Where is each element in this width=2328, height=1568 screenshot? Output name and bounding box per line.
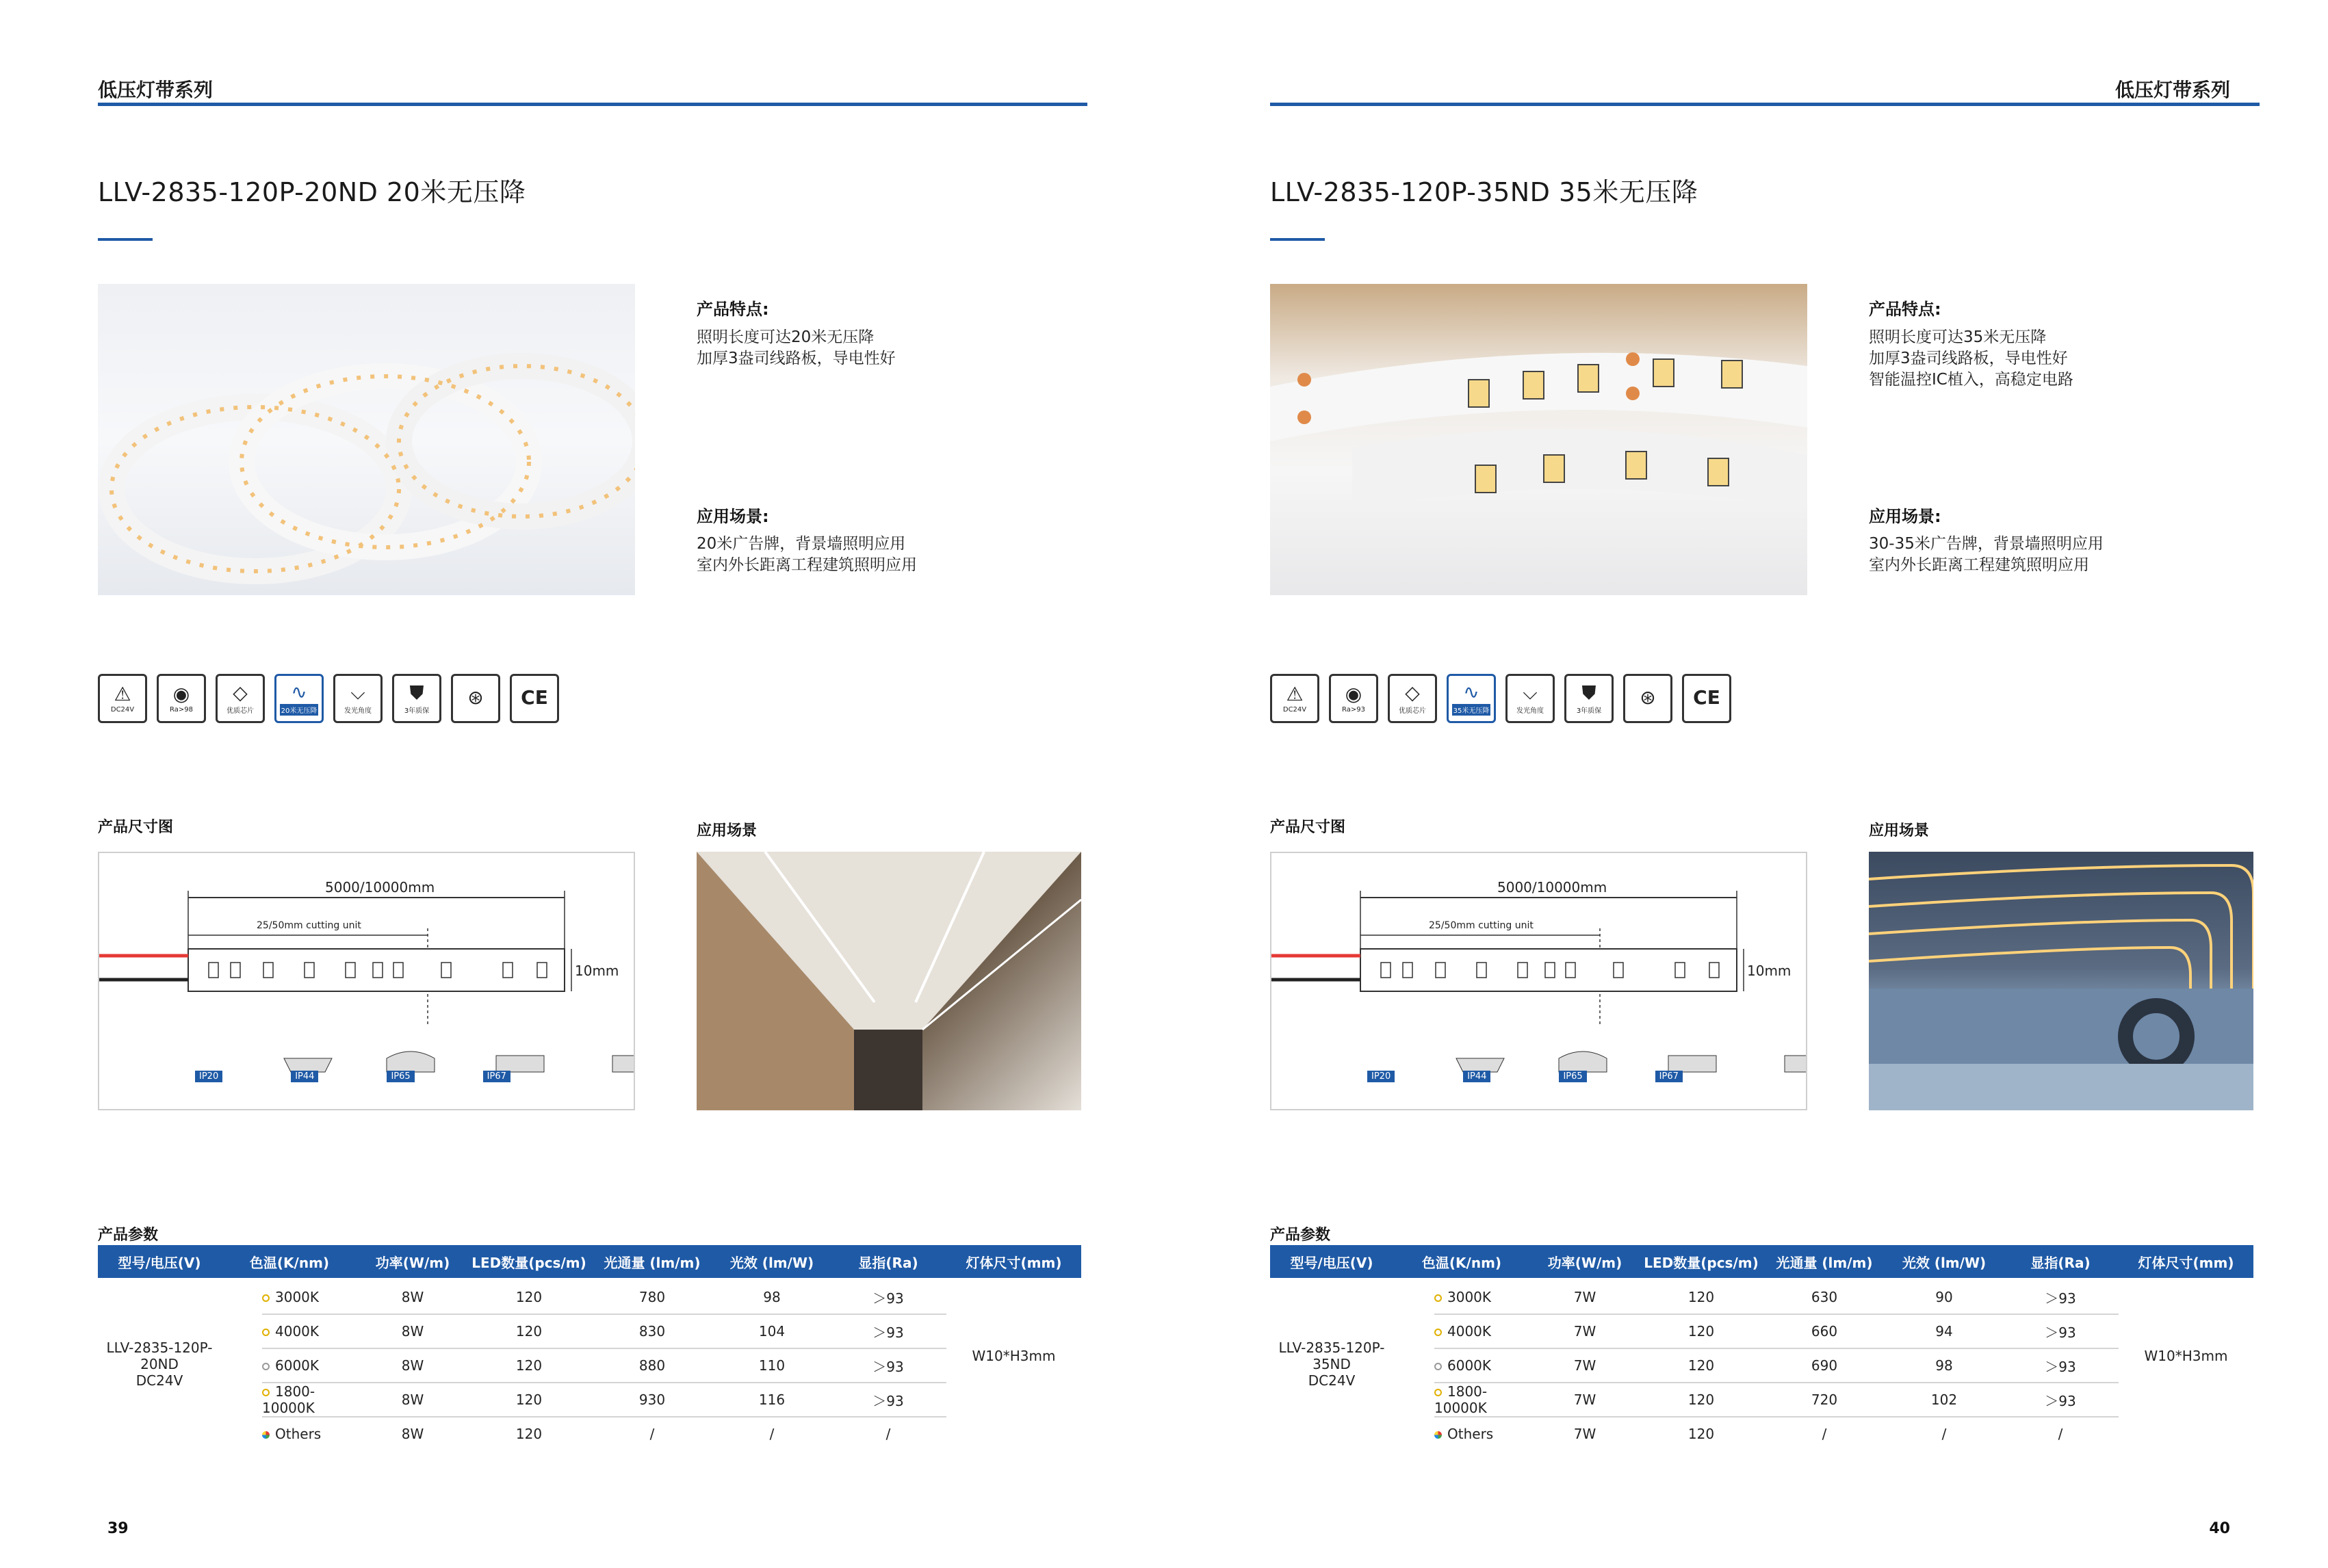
ce-icon: CE <box>1682 674 1731 723</box>
power-value: 7W <box>1573 1426 1596 1442</box>
size-cell: W10*H3mm <box>972 1348 1056 1364</box>
table-row <box>262 1383 946 1417</box>
catalog-page-right <box>1164 0 2328 1568</box>
cutting-unit-label: 25/50mm cutting unit <box>257 920 361 931</box>
model-voltage: DC24V <box>1308 1372 1356 1389</box>
iso-icon: ⊛ <box>1623 674 1672 723</box>
led-strip-closeup-illustration <box>1270 284 1807 595</box>
ip-rating-badge: IP67 <box>1655 1071 1683 1082</box>
parameters-heading: 产品参数 <box>1270 1227 1331 1244</box>
table-row <box>262 1315 946 1349</box>
led-count-value: 120 <box>1687 1391 1715 1408</box>
flux-value: 880 <box>638 1357 666 1374</box>
cri-value: ＞93 <box>2045 1358 2076 1375</box>
efficacy-value: / <box>769 1426 775 1442</box>
dimension-drawing <box>1270 852 1807 1110</box>
efficacy-value: 90 <box>1935 1289 1953 1305</box>
cct-value: 3000K <box>1447 1289 1492 1305</box>
table-header <box>1270 1245 2253 1278</box>
efficacy-value: 98 <box>1935 1357 1953 1374</box>
cct-value: Others <box>1447 1426 1494 1442</box>
cutting-unit-label: 25/50mm cutting unit <box>1429 920 1534 931</box>
applications-list <box>697 534 917 576</box>
flux-value: 780 <box>638 1289 666 1305</box>
application-item: 20米广告牌，背景墙照明应用 <box>697 535 906 553</box>
flux-value: 720 <box>1811 1391 1838 1408</box>
ip-rating-badge: IP20 <box>1367 1071 1395 1082</box>
product-title: LLV-2835-120P-35ND 35米无压降 <box>1270 177 1698 207</box>
cct-value: Others <box>275 1426 322 1442</box>
efficacy-value: 116 <box>758 1391 786 1408</box>
flux-value: / <box>1822 1426 1827 1442</box>
power-value: 7W <box>1573 1391 1596 1408</box>
dc24v-icon: ⚠ DC24V <box>98 674 147 723</box>
corridor-illustration <box>697 852 1081 1110</box>
table-header-cell: 显指(Ra) <box>858 1254 918 1271</box>
ip-rating-row <box>1367 1071 1683 1082</box>
warm-light-dot-icon <box>262 1389 270 1396</box>
ip-rating-badge: IP65 <box>387 1071 414 1082</box>
header-rule <box>1270 103 2260 106</box>
iso-icon: ⊛ <box>451 674 500 723</box>
ip-rating-badge: IP44 <box>291 1071 318 1082</box>
scene-heading: 应用场景 <box>697 822 758 839</box>
table-row <box>1434 1417 2119 1450</box>
warm-light-dot-icon <box>1434 1389 1442 1396</box>
cri-value: ＞93 <box>2045 1392 2076 1409</box>
table-header-cell: 色温(K/nm) <box>1421 1254 1502 1271</box>
parameters-table <box>1270 1245 2253 1456</box>
model-name: LLV-2835-120P-35ND <box>1278 1340 1385 1372</box>
no-voltage-drop-icon: ∿ 20米无压降 <box>274 674 324 723</box>
ip-rating-row <box>195 1071 510 1082</box>
model-cell <box>98 1340 221 1389</box>
cri-value: ＞93 <box>872 1358 904 1375</box>
page-number: 39 <box>107 1520 129 1537</box>
cri-value: / <box>2058 1426 2063 1442</box>
no-voltage-drop-icon: ∿ 35米无压降 <box>1447 674 1496 723</box>
dc24v-icon: ⚠ DC24V <box>1270 674 1319 723</box>
feature-item: 加厚3盎司线路板，导电性好 <box>697 350 896 367</box>
applications-heading: 应用场景: <box>1869 507 1941 526</box>
parameters-heading: 产品参数 <box>98 1227 159 1244</box>
model-voltage: DC24V <box>135 1372 183 1389</box>
ip-rating-badge: IP44 <box>1463 1071 1490 1082</box>
header-rule <box>98 103 1087 106</box>
scene-photo-ceiling <box>1869 852 2253 1110</box>
model-name: LLV-2835-120P-20ND <box>106 1340 213 1372</box>
size-cell: W10*H3mm <box>2144 1348 2228 1364</box>
title-accent-rule <box>1270 238 1325 241</box>
cct-value: 4000K <box>275 1323 320 1340</box>
flux-value: / <box>649 1426 655 1442</box>
cool-light-dot-icon <box>1434 1363 1442 1370</box>
feature-item: 加厚3盎司线路板，导电性好 <box>1869 350 2068 367</box>
dimension-heading: 产品尺寸图 <box>98 819 174 836</box>
height-label: 10mm <box>575 963 619 979</box>
power-value: 8W <box>401 1289 424 1305</box>
table-header-cell: 灯体尺寸(mm) <box>2138 1254 2234 1271</box>
power-value: 8W <box>401 1391 424 1408</box>
multicolor-dot-icon <box>262 1431 270 1439</box>
warranty-shield-icon: ⛊ 3年质保 <box>1564 674 1614 723</box>
certification-icons <box>1270 674 1731 723</box>
cri-value: ＞93 <box>2045 1324 2076 1341</box>
efficacy-value: 104 <box>758 1323 786 1340</box>
eye-icon: ◉ Ra>93 <box>1329 674 1378 723</box>
application-item: 室内外长距离工程建筑照明应用 <box>1869 556 2089 574</box>
page-number: 40 <box>2209 1520 2230 1537</box>
beam-angle-icon: ⌵ 发光角度 <box>1505 674 1555 723</box>
cct-value: 6000K <box>275 1357 320 1374</box>
features-heading: 产品特点: <box>697 300 769 319</box>
led-count-value: 120 <box>515 1426 543 1442</box>
total-length-label: 5000/10000mm <box>1497 879 1607 896</box>
led-count-value: 120 <box>1687 1289 1715 1305</box>
product-photo <box>98 284 635 595</box>
table-row <box>1434 1383 2119 1417</box>
total-length-label: 5000/10000mm <box>325 879 435 896</box>
feature-item: 照明长度可达35米无压降 <box>1869 328 2047 346</box>
led-strip-coil-illustration <box>98 284 635 595</box>
led-count-value: 120 <box>1687 1323 1715 1340</box>
cri-value: ＞93 <box>2045 1290 2076 1307</box>
table-row <box>1434 1315 2119 1349</box>
warm-light-dot-icon <box>262 1294 270 1302</box>
ip-rating-badge: IP67 <box>483 1071 510 1082</box>
warm-light-dot-icon <box>1434 1329 1442 1336</box>
cri-value: / <box>885 1426 891 1442</box>
scene-photo-corridor <box>697 852 1081 1110</box>
cct-value: 1800-10000K <box>1434 1383 1488 1416</box>
power-value: 8W <box>401 1323 424 1340</box>
led-count-value: 120 <box>515 1391 543 1408</box>
feature-item: 照明长度可达20米无压降 <box>697 328 875 346</box>
flux-value: 830 <box>638 1323 666 1340</box>
cri-value: ＞93 <box>872 1392 904 1409</box>
cri-value: ＞93 <box>872 1324 904 1341</box>
table-header-cell: 功率(W/m) <box>1547 1254 1622 1271</box>
applications-heading: 应用场景: <box>697 507 769 526</box>
feature-item: 智能温控IC植入，高稳定电路 <box>1869 371 2073 389</box>
table-header-cell: 显指(Ra) <box>2030 1254 2091 1271</box>
efficacy-value: / <box>1941 1426 1947 1442</box>
led-count-value: 120 <box>515 1323 543 1340</box>
power-value: 7W <box>1573 1289 1596 1305</box>
chip-icon: ◇ 优质芯片 <box>216 674 265 723</box>
flux-value: 690 <box>1811 1357 1838 1374</box>
ip-rating-badge: IP65 <box>1559 1071 1586 1082</box>
table-row <box>262 1281 946 1315</box>
scene-heading: 应用场景 <box>1869 822 1930 839</box>
warm-light-dot-icon <box>262 1329 270 1336</box>
flux-value: 630 <box>1811 1289 1838 1305</box>
cool-light-dot-icon <box>262 1363 270 1370</box>
cct-value: 4000K <box>1447 1323 1492 1340</box>
cct-value: 6000K <box>1447 1357 1492 1374</box>
power-value: 7W <box>1573 1357 1596 1374</box>
ceiling-lighting-illustration <box>1869 852 2253 1110</box>
height-label: 10mm <box>1747 963 1792 979</box>
table-header-cell: 光效 (lm/W) <box>729 1254 814 1271</box>
led-count-value: 120 <box>1687 1426 1715 1442</box>
certification-icons <box>98 674 559 723</box>
chip-icon: ◇ 优质芯片 <box>1388 674 1437 723</box>
efficacy-value: 98 <box>763 1289 781 1305</box>
table-row <box>262 1417 946 1450</box>
table-header <box>98 1245 1081 1278</box>
eye-icon: ◉ Ra>98 <box>157 674 206 723</box>
features-heading: 产品特点: <box>1869 300 1941 319</box>
efficacy-value: 110 <box>758 1357 786 1374</box>
warm-light-dot-icon <box>1434 1294 1442 1302</box>
table-rows <box>1434 1281 2119 1450</box>
product-title: LLV-2835-120P-20ND 20米无压降 <box>98 177 526 207</box>
power-value: 7W <box>1573 1323 1596 1340</box>
cct-value: 3000K <box>275 1289 320 1305</box>
efficacy-value: 94 <box>1935 1323 1953 1340</box>
series-label: 低压灯带系列 <box>98 79 214 101</box>
title-accent-rule <box>98 238 153 241</box>
application-item: 30-35米广告牌，背景墙照明应用 <box>1869 535 2104 553</box>
flux-value: 930 <box>638 1391 666 1408</box>
dimension-drawing <box>98 852 635 1110</box>
led-count-value: 120 <box>515 1289 543 1305</box>
table-header-cell: 灯体尺寸(mm) <box>966 1254 1062 1271</box>
table-header-cell: 功率(W/m) <box>375 1254 450 1271</box>
led-count-value: 120 <box>515 1357 543 1374</box>
table-row <box>262 1349 946 1383</box>
warranty-shield-icon: ⛊ 3年质保 <box>392 674 441 723</box>
cri-value: ＞93 <box>872 1290 904 1307</box>
table-body <box>1270 1278 2253 1456</box>
applications-list <box>1869 534 2104 576</box>
multicolor-dot-icon <box>1434 1431 1442 1439</box>
application-item: 室内外长距离工程建筑照明应用 <box>697 556 917 574</box>
table-header-cell: 光效 (lm/W) <box>1902 1254 1987 1271</box>
efficacy-value: 102 <box>1930 1391 1958 1408</box>
power-value: 8W <box>401 1426 424 1442</box>
table-header-cell: 型号/电压(V) <box>1290 1254 1373 1271</box>
table-header-cell: LED数量(pcs/m) <box>471 1254 586 1271</box>
dimension-heading: 产品尺寸图 <box>1270 819 1346 836</box>
series-label: 低压灯带系列 <box>2114 79 2230 101</box>
product-photo <box>1270 284 1807 595</box>
table-header-cell: 型号/电压(V) <box>118 1254 201 1271</box>
table-body <box>98 1278 1081 1456</box>
flux-value: 660 <box>1811 1323 1838 1340</box>
table-header-cell: LED数量(pcs/m) <box>1644 1254 1759 1271</box>
features-list <box>1869 327 2073 391</box>
table-row <box>1434 1281 2119 1315</box>
beam-angle-icon: ⌵ 发光角度 <box>333 674 383 723</box>
table-rows <box>262 1281 946 1450</box>
table-row <box>1434 1349 2119 1383</box>
parameters-table <box>98 1245 1081 1456</box>
ce-icon: CE <box>510 674 559 723</box>
ip-rating-badge: IP20 <box>195 1071 222 1082</box>
table-header-cell: 光通量 (lm/m) <box>604 1254 701 1271</box>
model-cell <box>1270 1340 1393 1389</box>
table-header-cell: 色温(K/nm) <box>249 1254 330 1271</box>
features-list <box>697 327 896 369</box>
cct-value: 1800-10000K <box>262 1383 315 1416</box>
led-count-value: 120 <box>1687 1357 1715 1374</box>
table-header-cell: 光通量 (lm/m) <box>1776 1254 1873 1271</box>
power-value: 8W <box>401 1357 424 1374</box>
